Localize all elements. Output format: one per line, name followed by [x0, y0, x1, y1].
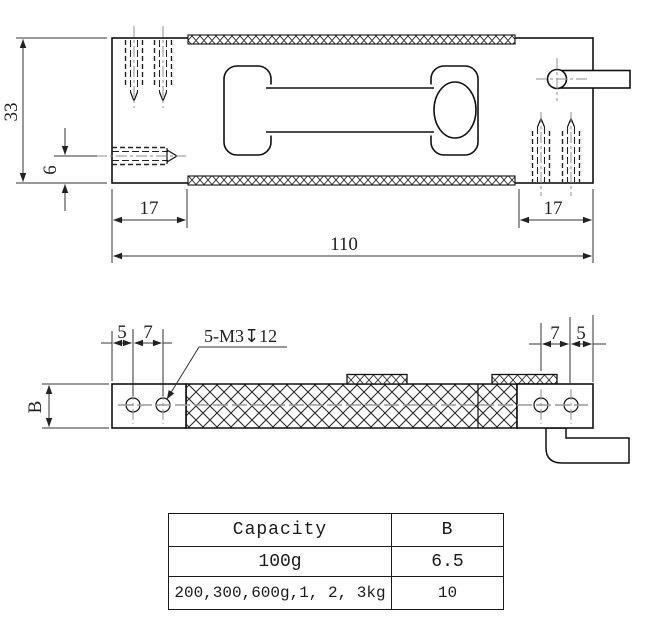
dim-right-pitch: 7 [550, 323, 560, 344]
table-row [169, 577, 504, 610]
capacity-cell: 200,300,600g,1, 2, 3kg [169, 577, 392, 610]
dim-right-end: 17 [543, 198, 563, 219]
b-value-cell: 10 [392, 577, 504, 610]
dim-left-pitch: 7 [143, 322, 153, 343]
cable [546, 428, 629, 463]
dim-length: 110 [330, 234, 358, 255]
dim-body-width: 33 [1, 102, 22, 122]
serrated-edge-bottom [188, 176, 515, 185]
dim-right-edge: 5 [576, 323, 586, 344]
header-b: B [392, 514, 504, 547]
dim-left-edge: 5 [117, 322, 127, 343]
side-view [25, 315, 629, 463]
table-row [169, 547, 504, 577]
b-value-cell: 6.5 [392, 547, 504, 577]
capacity-cell: 100g [169, 547, 392, 577]
boot-pad-right [492, 375, 557, 385]
dim-thickness: B [25, 400, 46, 414]
table-header-row [169, 514, 504, 547]
right-end-block [517, 384, 593, 428]
dim-left-end: 17 [139, 198, 159, 219]
thread-note: 5-M3↧12 [204, 326, 278, 346]
serrated-edge-top [188, 35, 515, 44]
boot-pad-left [347, 375, 407, 385]
left-end-block [112, 384, 186, 428]
top-view [1, 26, 630, 263]
dim-side-hole-offset: 6 [40, 165, 61, 175]
capacity-table [168, 513, 504, 610]
header-capacity: Capacity [169, 514, 392, 547]
rubber-boot [186, 384, 517, 428]
